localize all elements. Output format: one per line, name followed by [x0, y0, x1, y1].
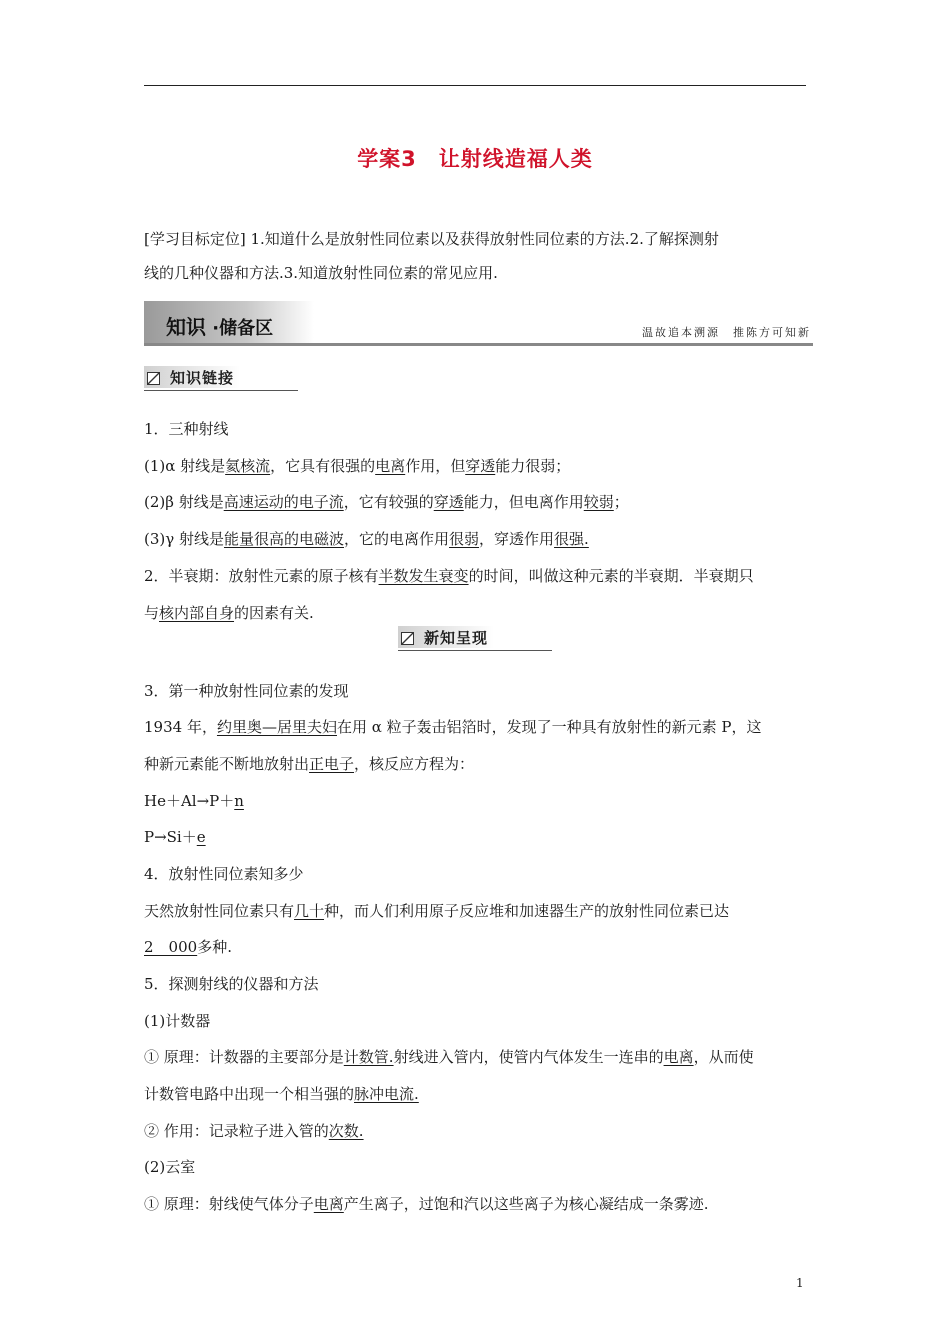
content-line: ① 原理：计数器的主要部分是计数管.射线进入管内，使管内气体发生一连串的电离，从而使 — [144, 1048, 754, 1066]
content-line: 4．放射性同位素知多少 — [144, 865, 304, 883]
subsection-header-new-knowledge: 新知呈现 — [398, 626, 554, 652]
banner-rule — [144, 343, 813, 346]
subsection-header-knowledge-link: 知识链接 — [144, 366, 300, 392]
section-banner — [144, 301, 813, 347]
content-line: (1)α 射线是氦核流，它具有很强的电离作用，但穿透能力很弱； — [144, 457, 571, 475]
content-line: (3)γ 射线是能量很高的电磁波，它的电离作用很弱，穿透作用很强. — [144, 530, 589, 548]
corner-mark-icon — [401, 632, 414, 645]
content-line: 计数管电路中出现一个相当强的脉冲电流. — [144, 1085, 419, 1103]
content-line: 2 000多种. — [144, 938, 232, 956]
content-line: 3．第一种放射性同位素的发现 — [144, 682, 349, 700]
equation-line: He＋Al→P＋n — [144, 792, 244, 810]
content-line: 1934 年，约里奥—居里夫妇在用 α 粒子轰击铝箔时，发现了一种具有放射性的新元素 P，这 — [144, 718, 762, 736]
content-line: (2)β 射线是高速运动的电子流，它有较强的穿透能力，但电离作用较弱； — [144, 493, 629, 511]
header-rule — [144, 85, 806, 86]
content-line: ① 原理：射线使气体分子电离产生离子，过饱和汽以这些离子为核心凝结成一条雾迹. — [144, 1195, 709, 1213]
banner-label: 知识 ·储备区 — [166, 315, 274, 339]
corner-mark-icon — [147, 372, 160, 385]
content-line: (2)云室 — [144, 1158, 196, 1176]
content-line: 天然放射性同位素只有几十种，而人们利用原子反应堆和加速器生产的放射性同位素已达 — [144, 902, 730, 920]
content-line: 2．半衰期：放射性元素的原子核有半数发生衰变的时间，叫做这种元素的半衰期．半衰期只 — [144, 567, 754, 585]
page-number: 1 — [796, 1276, 804, 1290]
content-line: 5．探测射线的仪器和方法 — [144, 975, 319, 993]
page-title: 学案3 让射线造福人类 — [357, 147, 593, 171]
objectives-line-1: [学习目标定位] 1.知道什么是放射性同位素以及获得放射性同位素的方法.2.了解探测射 — [144, 230, 719, 248]
equation-line: P→Si＋e — [144, 828, 206, 846]
content-line: ② 作用：记录粒子进入管的次数. — [144, 1122, 364, 1140]
content-line: (1)计数器 — [144, 1012, 211, 1030]
objectives-line-2: 线的几种仪器和方法.3.知道放射性同位素的常见应用. — [144, 264, 498, 282]
banner-motto: 温故追本溯源 推陈方可知新 — [642, 326, 811, 339]
content-line: 与核内部自身的因素有关. — [144, 604, 314, 622]
content-line: 种新元素能不断地放射出正电子，核反应方程为： — [144, 755, 475, 773]
content-line: 1．三种射线 — [144, 420, 229, 438]
objectives-label: [学习目标定位] — [144, 230, 246, 248]
